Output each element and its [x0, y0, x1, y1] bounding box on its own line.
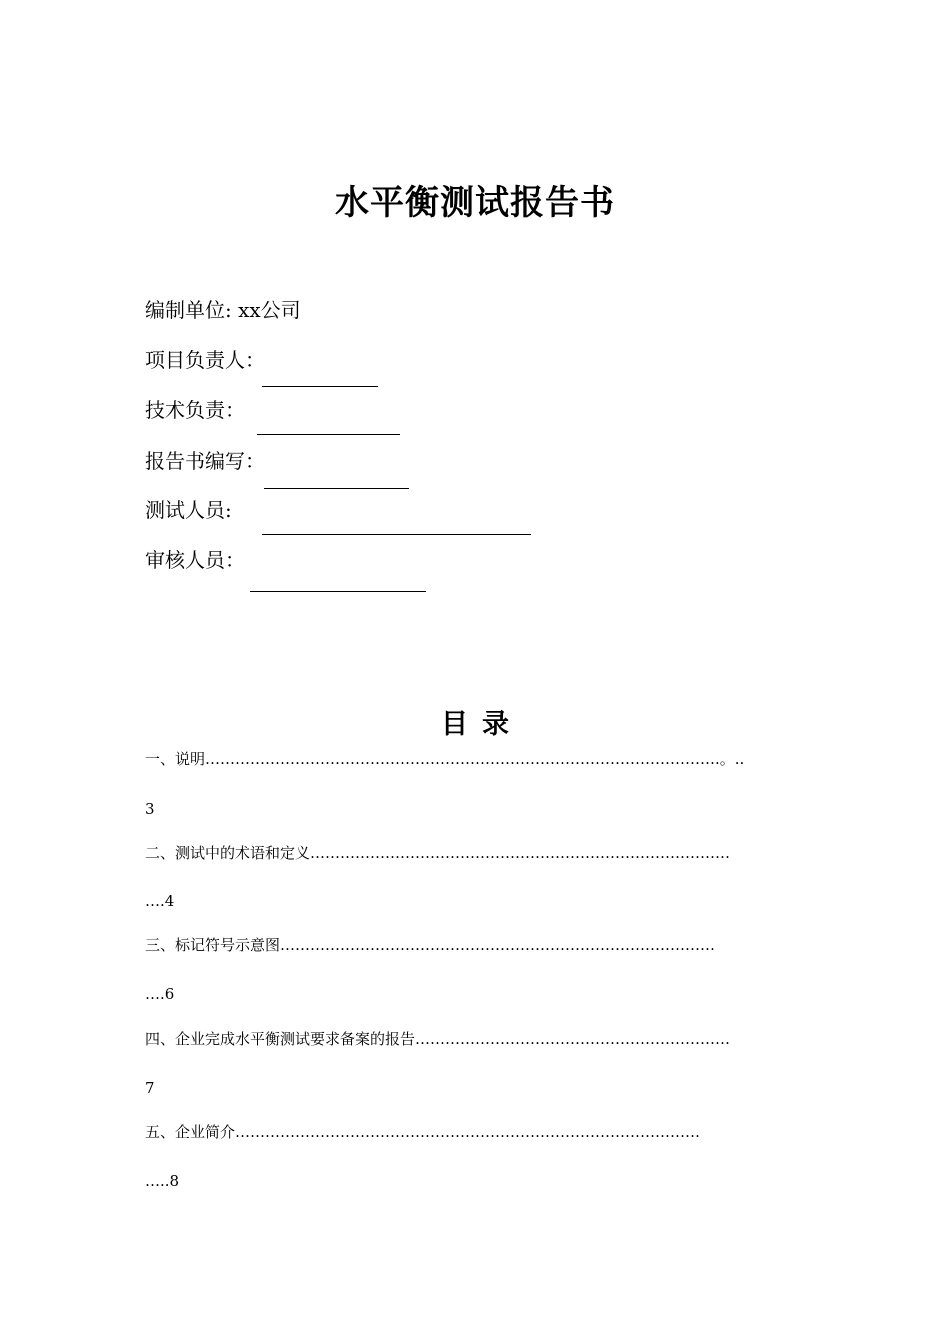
toc-entry-page: 7 — [145, 1079, 155, 1097]
project-lead-underline — [262, 386, 378, 387]
toc-entry[interactable] — [145, 1028, 810, 1050]
field-report-writer: 报告书编写： — [145, 449, 265, 473]
toc-entry-leader: ………………………………………………………………………… — [310, 844, 731, 862]
toc-entry[interactable] — [145, 748, 810, 770]
toc-entry-leader: …………………………………………………………………………… — [280, 936, 716, 954]
tech-lead-underline — [257, 434, 400, 435]
toc-entry-label: 三、标记符号示意图 — [145, 936, 281, 954]
reviewer-underline — [250, 591, 426, 592]
toc-entry-label: 一、说明 — [145, 750, 206, 768]
toc-entry-label: 二、测试中的术语和定义 — [145, 844, 311, 862]
toc-entry-leader: ………………………………………………………………………………………….。.. — [205, 750, 745, 768]
field-tech-lead: 技术负责： — [145, 398, 245, 422]
toc-entry-label: 四、企业完成水平衡测试要求备案的报告 — [145, 1030, 416, 1048]
field-compile-unit: 编制单位: xx公司 — [145, 298, 301, 322]
test-staff-underline — [262, 534, 531, 535]
toc-entry[interactable] — [145, 842, 810, 864]
toc-entry[interactable] — [145, 1121, 810, 1143]
toc-entry-leader: ……………………………………………………… — [415, 1030, 731, 1048]
toc-entry-leader: ………………………………………………………………………………… — [235, 1123, 701, 1141]
document-title: 水平衡测试报告书 — [335, 183, 615, 223]
field-test-staff: 测试人员: — [145, 498, 232, 522]
toc-heading: 目录 — [441, 709, 523, 740]
toc-entry-page: ….4 — [145, 892, 175, 910]
toc-entry-page: 3 — [145, 800, 155, 818]
toc-entry-page: …..8 — [145, 1172, 180, 1190]
field-project-lead: 项目负责人： — [145, 348, 265, 372]
toc-entry-page: ….6 — [145, 985, 175, 1003]
field-reviewer: 审核人员： — [145, 548, 245, 572]
toc-entry-label: 五、企业简介 — [145, 1123, 236, 1141]
toc-entry[interactable] — [145, 934, 810, 956]
report-writer-underline — [264, 488, 409, 489]
